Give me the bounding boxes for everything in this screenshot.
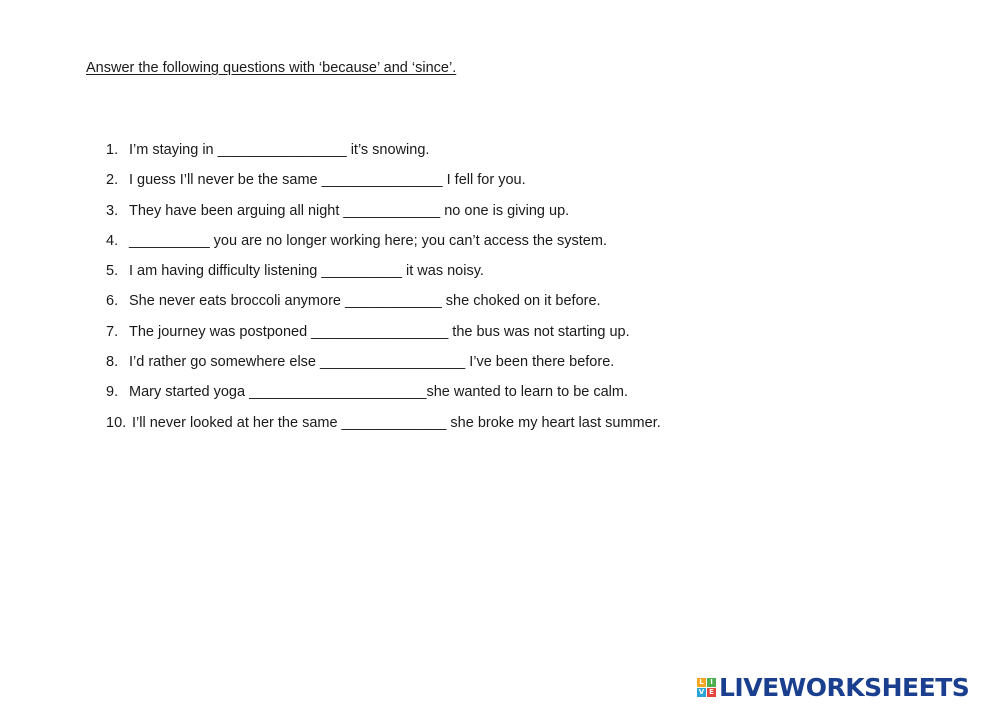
question-text: They have been arguing all night ____________ no one is giving up. <box>129 202 570 219</box>
question-list <box>106 140 661 443</box>
question-number: 7. <box>106 323 119 340</box>
question-item <box>106 170 661 200</box>
question-number: 8. <box>106 354 119 371</box>
question-number: 6. <box>106 293 119 310</box>
logo-block-i: I <box>707 678 716 687</box>
question-item <box>106 322 661 352</box>
logo-icon <box>697 678 716 697</box>
question-number: 2. <box>106 172 119 189</box>
question-number: 5. <box>106 263 119 280</box>
question-number: 1. <box>106 142 119 158</box>
question-number: 10. <box>106 414 127 431</box>
question-text: I’ll never looked at her the same _____________ she broke my heart last summer. <box>132 414 661 431</box>
question-item <box>106 201 661 231</box>
logo-text: LIVEWORKSHEETS <box>719 672 970 702</box>
question-item <box>106 352 661 382</box>
question-item <box>106 140 661 170</box>
logo-block-e: E <box>707 688 716 697</box>
liveworksheets-logo[interactable] <box>697 672 969 702</box>
instruction-heading: Answer the following questions with ‘because’ and ‘since’. <box>86 60 457 76</box>
question-text: __________ you are no longer working here; you can’t access the system. <box>129 232 607 249</box>
question-item <box>106 413 661 443</box>
logo-block-v: V <box>698 687 705 696</box>
question-number: 9. <box>106 384 119 401</box>
question-text: The journey was postponed _________________ the bus was not starting up. <box>129 323 630 340</box>
question-text: I guess I’ll never be the same _______________ I fell for you. <box>129 172 526 189</box>
question-item <box>106 231 661 261</box>
question-text: Mary started yoga ______________________she wanted to learn to be calm. <box>129 384 628 401</box>
question-text: I’m staying in ________________ it’s snowing. <box>129 142 430 158</box>
question-number: 4. <box>106 232 119 249</box>
question-text: I’d rather go somewhere else __________________ I’ve been there before. <box>129 354 615 371</box>
question-text: I am having difficulty listening __________ it was noisy. <box>129 263 484 280</box>
question-item <box>106 291 661 321</box>
question-item <box>106 261 661 291</box>
question-item <box>106 382 661 412</box>
logo-block-l: L <box>697 678 706 687</box>
question-text: She never eats broccoli anymore ____________ she choked on it before. <box>129 293 601 310</box>
question-number: 3. <box>106 202 119 219</box>
